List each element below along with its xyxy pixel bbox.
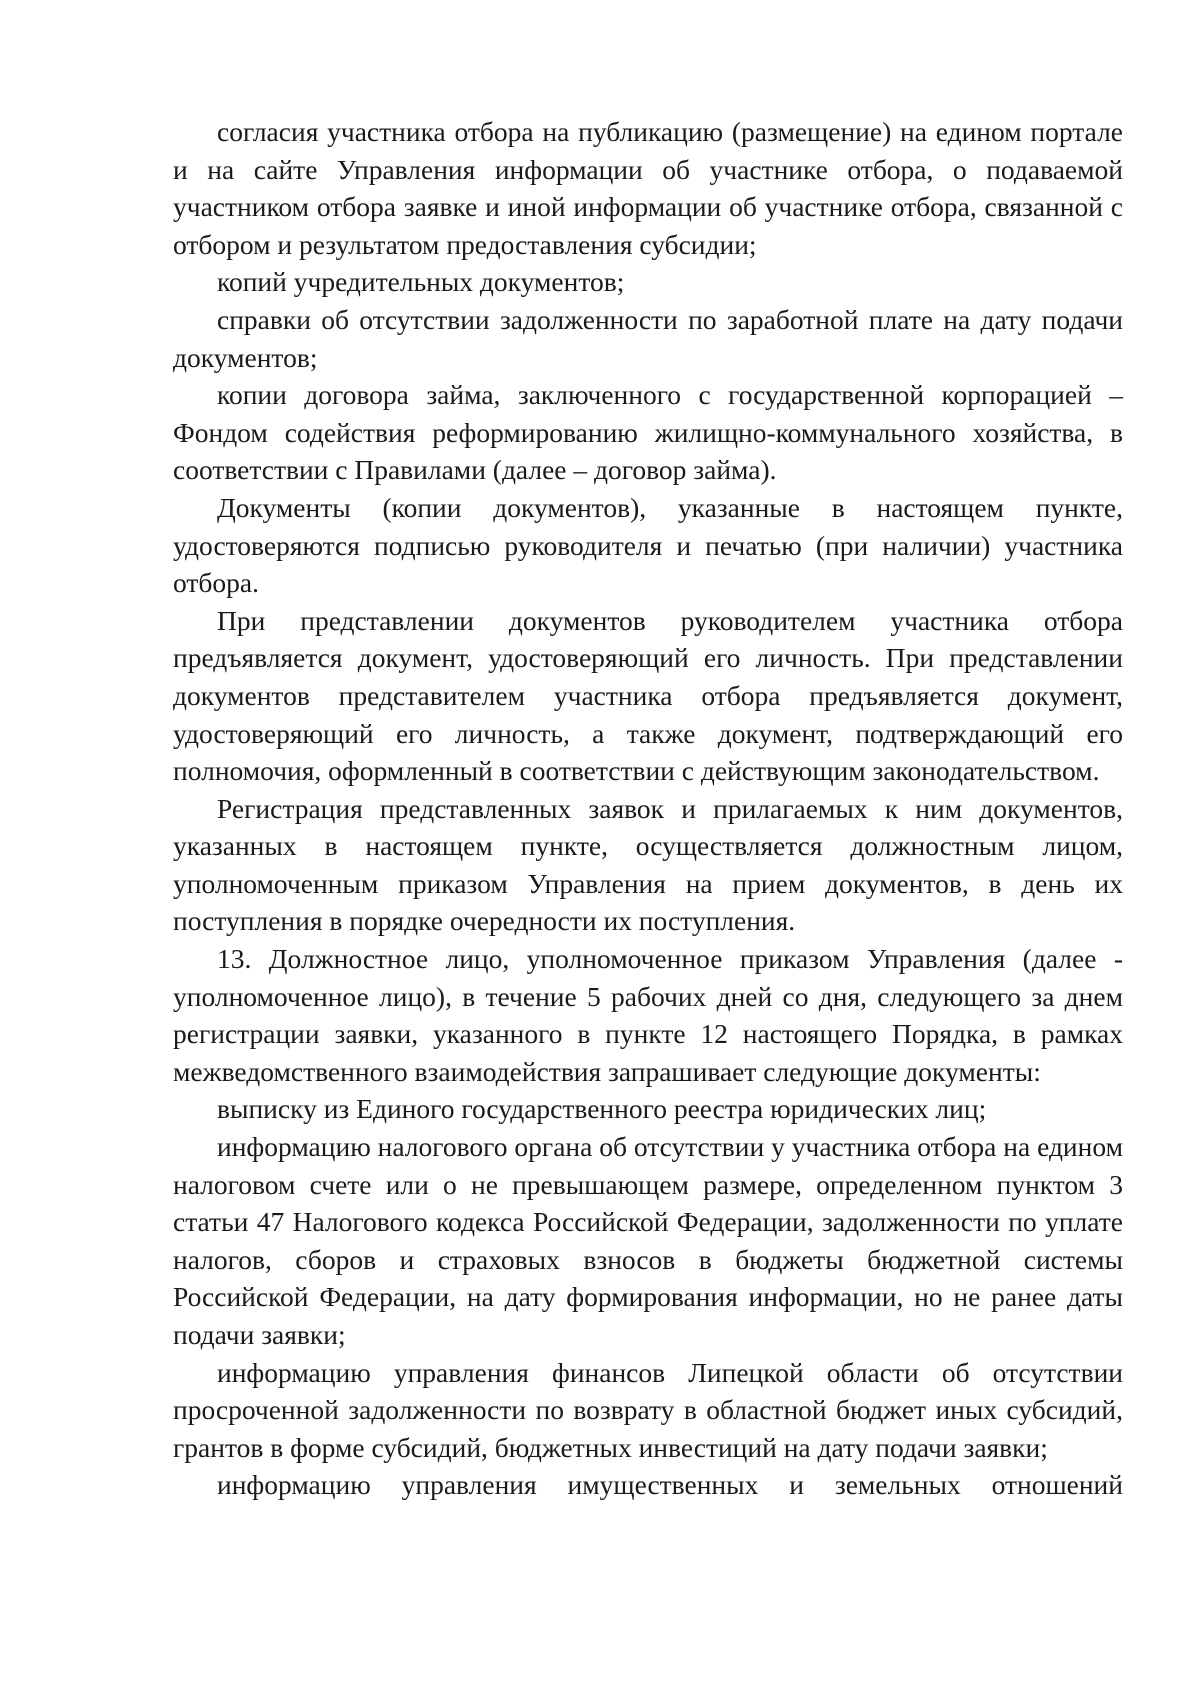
paragraph-document-certification: Документы (копии документов), указанные в настоящем пункте, удостоверяются подписью руководителя и печатью (при наличии) участника отбора. — [173, 491, 1123, 599]
paragraph-property-department-info: информацию управления имущественных и земельных отношений — [217, 1469, 1123, 1501]
paragraph-egrul-extract: выписку из Единого государственного реестра юридических лиц; — [217, 1093, 987, 1125]
paragraph-founding-documents: копий учредительных документов; — [217, 266, 625, 298]
paragraph-loan-agreement: копии договора займа, заключенного с государственной корпорацией – Фондом содействия реформированию жилищно-коммунального хозяйства, в соответствии с Правилами (далее – договор займа). — [173, 379, 1123, 486]
document-body — [173, 113, 1123, 1504]
paragraph-tax-authority-info: информацию налогового органа об отсутствии у участника отбора на едином налоговом счете или о не превышающем размере, определенном пунктом 3 статьи 47 Налогового кодекса Российской Федерации, задолженности по уплате налогов, сборов и страховых взносов в бюджеты бюджетной системы Российской Федерации, на дату формирования информации, но не ранее даты подачи заявки; — [173, 1131, 1123, 1350]
paragraph-consent-publication: согласия участника отбора на публикацию (размещение) на едином портале и на сайте Управления информации об участнике отбора, о подаваемой участником отбора заявке и иной информации об участнике отбора, связанной с отбором и результатом предоставления субсидии; — [173, 116, 1123, 260]
paragraph-finance-department-info: информацию управления финансов Липецкой области об отсутствии просроченной задолженности по возврату в областной бюджет иных субсидий, грантов в форме субсидий, бюджетных инвестиций на дату подачи заявки; — [173, 1356, 1123, 1463]
paragraph-salary-debt-certificate: справки об отсутствии задолженности по заработной плате на дату подачи документов; — [173, 303, 1123, 373]
paragraph-registration: Регистрация представленных заявок и прилагаемых к ним документов, указанных в настоящем пункте, осуществляется должностным лицом, уполномоченным приказом Управления на прием документов, в день их поступления в порядке очередности их поступления. — [173, 792, 1123, 937]
paragraph-identity-presentation: При представлении документов руководителем участника отбора предъявляется документ, удостоверяющий его личность. При представлении документов представителем участника отбора предъявляется документ, удостоверяющий его личность, а также документ, подтверждающий его полномочия, оформленный в соответствии с действующим законодательством. — [173, 604, 1123, 787]
paragraph-item-13: 13. Должностное лицо, уполномоченное приказом Управления (далее - уполномоченное лицо), в течение 5 рабочих дней со дня, следующего за днем регистрации заявки, указанного в пункте 12 настоящего Порядка, в рамках межведомственного взаимодействия запрашивает следующие документы: — [173, 943, 1123, 1087]
